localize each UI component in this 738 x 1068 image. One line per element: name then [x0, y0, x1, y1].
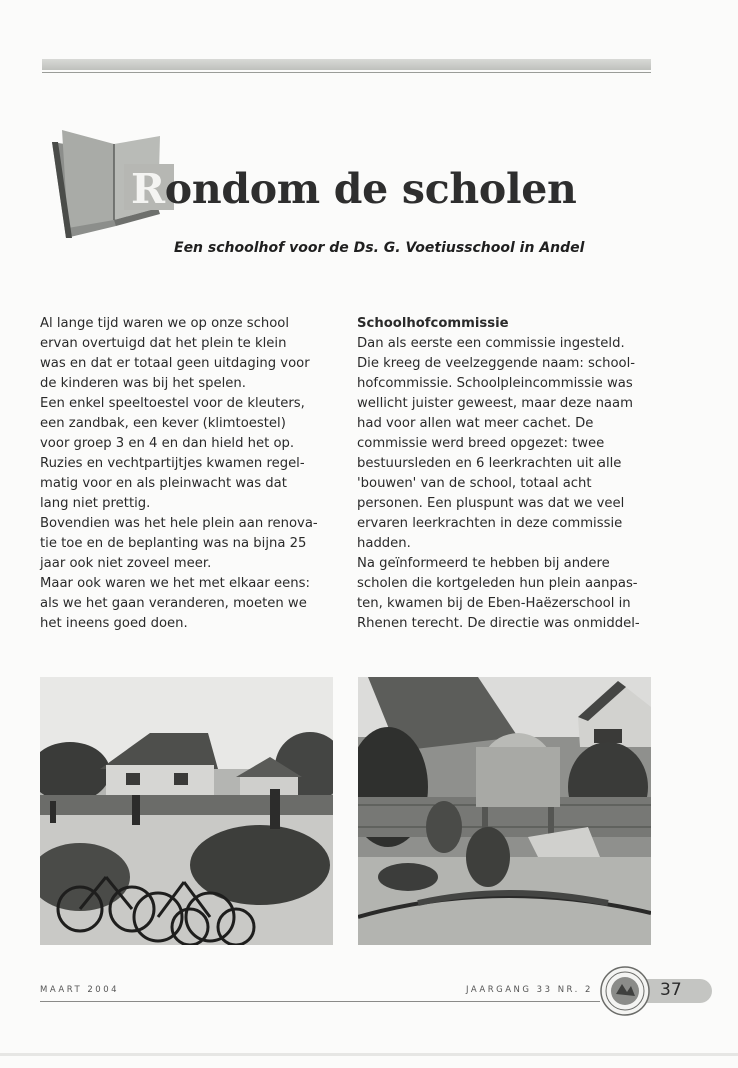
body-line: 'bouwen' van de school, totaal acht	[357, 476, 592, 491]
body-line: de kinderen was bij het spelen.	[40, 376, 246, 391]
body-line: scholen die kortgeleden hun plein aanpas-	[357, 576, 638, 591]
body-line: als we het gaan veranderen, moeten we	[40, 596, 307, 611]
footer-issue: JAARGANG 33 NR. 2	[466, 985, 593, 995]
body-line: Rhenen terecht. De directie was onmiddel-	[357, 616, 640, 631]
body-line: een zandbak, een kever (klimtoestel)	[40, 416, 286, 431]
body-line: Een enkel speeltoestel voor de kleuters,	[40, 396, 305, 411]
body-line: matig voor en als pleinwacht was dat	[40, 476, 287, 491]
left-column	[40, 314, 340, 634]
body-line: ervan overtuigd dat het plein te klein	[40, 336, 287, 351]
seal-icon	[600, 966, 650, 1016]
body-line: Al lange tijd waren we op onze school	[40, 316, 290, 331]
right-column	[357, 314, 657, 634]
body-line: hadden.	[357, 536, 411, 551]
body-line: voor groep 3 en 4 en dan hield het op.	[40, 436, 295, 451]
body-line: het ineens goed doen.	[40, 616, 188, 631]
body-line: Die kreeg de veelzeggende naam: school-	[357, 356, 636, 371]
body-line: was en dat er totaal geen uitdaging voor	[40, 356, 310, 371]
body-line: Ruzies en vechtpartijtjes kwamen regel-	[40, 456, 305, 471]
body-line: commissie werd breed opgezet: twee	[357, 436, 605, 451]
header-band	[42, 59, 651, 70]
body-line: Bovendien was het hele plein aan renova-	[40, 516, 318, 531]
photo-playground-construction	[358, 677, 651, 945]
photo-schoolyard-bicycles	[40, 677, 333, 945]
body-line: Maar ook waren we het met elkaar eens:	[40, 576, 310, 591]
title-rest: ondom de scholen	[164, 165, 577, 213]
footer-date: MAART 2004	[40, 985, 120, 995]
body-line: jaar ook niet zoveel meer.	[40, 556, 212, 571]
body-line: personen. Een pluspunt was dat we veel	[357, 496, 625, 511]
body-line: had voor allen wat meer cachet. De	[357, 416, 594, 431]
title-initial: R	[131, 165, 165, 213]
body-line: wellicht juister geweest, maar deze naam	[357, 396, 633, 411]
body-line: Na geïnformeerd te hebben bij andere	[357, 556, 610, 571]
body-line: lang niet prettig.	[40, 496, 151, 511]
page-bottom-rule	[0, 1053, 738, 1056]
page-title	[131, 161, 577, 217]
footer-rule	[40, 1001, 600, 1002]
body-line: hofcommissie. Schoolpleincommissie was	[357, 376, 633, 391]
body-line: ervaren leerkrachten in deze commissie	[357, 516, 623, 531]
section-heading: Schoolhofcommissie	[357, 316, 509, 331]
article-subtitle: Een schoolhof voor de Ds. G. Voetiusschool in Andel	[174, 240, 585, 256]
body-line: ten, kwamen bij de Eben-Haëzerschool in	[357, 596, 631, 611]
body-line: bestuursleden en 6 leerkrachten uit alle	[357, 456, 622, 471]
page-number: 37	[660, 980, 682, 1000]
body-line: Dan als eerste een commissie ingesteld.	[357, 336, 625, 351]
header-rule	[42, 72, 651, 73]
body-line: tie toe en de beplanting was na bijna 25	[40, 536, 307, 551]
